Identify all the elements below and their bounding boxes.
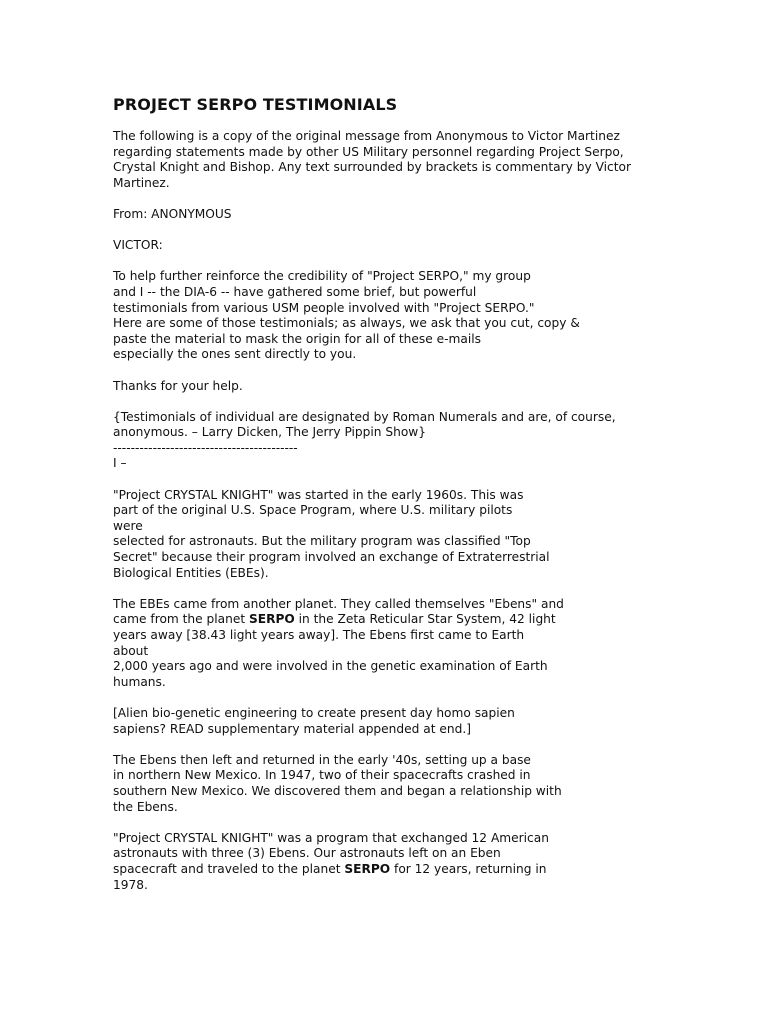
paragraph (113, 753, 613, 815)
text-segment: especially the ones sent directly to you. (113, 347, 357, 362)
text-segment: 1978. (113, 877, 148, 892)
paragraph (113, 488, 613, 582)
text-line (113, 409, 616, 426)
text-segment: Crystal Knight and Bishop. Any text surrounded by brackets is commentary by Victor (113, 160, 631, 175)
paragraph (113, 597, 613, 691)
paragraph (113, 238, 613, 254)
text-line (113, 503, 613, 519)
text-line (113, 238, 613, 254)
text-line (113, 488, 613, 504)
text-segment: in the Zeta Reticular Star System, 42 light (294, 612, 556, 627)
text-line (113, 176, 613, 192)
text-segment: were (113, 518, 143, 533)
text-line (113, 456, 613, 472)
text-segment: the Ebens. (113, 799, 178, 814)
text-line (113, 784, 613, 800)
text-segment: paste the material to mask the origin for all of these e-mails (113, 331, 481, 346)
text-segment: in northern New Mexico. In 1947, two of their spacecrafts crashed in (113, 768, 531, 783)
text-line (113, 347, 613, 363)
document-body (113, 129, 631, 893)
paragraph (113, 129, 631, 191)
paragraph (113, 269, 613, 363)
text-line (113, 519, 613, 535)
paragraph (113, 831, 613, 893)
paragraph (113, 706, 613, 737)
text-segment: From: ANONYMOUS (113, 206, 232, 221)
bold-text: SERPO (344, 861, 391, 876)
text-segment: came from the planet (113, 612, 249, 627)
text-line (113, 753, 613, 769)
document-page (113, 95, 631, 909)
text-segment: Secret" because their program involved an exchange of Extraterrestrial (113, 550, 550, 565)
text-segment: Martinez. (113, 175, 170, 190)
text-segment: astronauts with three (3) Ebens. Our astronauts left on an Eben (113, 846, 501, 861)
text-line (113, 550, 613, 566)
text-line (113, 706, 613, 722)
text-segment: "Project CRYSTAL KNIGHT" was started in the early 1960s. This was (113, 487, 524, 502)
text-line (113, 207, 613, 223)
text-line (113, 722, 613, 738)
document-title: PROJECT SERPO TESTIMONIALS (113, 95, 398, 114)
text-segment: To help further reinforce the credibility of "Project SERPO," my group (113, 269, 531, 284)
text-line (113, 316, 613, 332)
text-line (113, 285, 613, 301)
text-line (113, 597, 613, 613)
text-segment: The following is a copy of the original message from Anonymous to Victor Martinez (113, 129, 620, 143)
text-line (113, 768, 613, 784)
text-line (113, 862, 613, 878)
text-line (113, 612, 613, 628)
text-segment: {Testimonials of individual are designated by Roman Numerals and are, of course, (113, 409, 616, 424)
text-line (113, 301, 613, 317)
text-line (113, 160, 631, 176)
text-segment: spacecraft and traveled to the planet (113, 861, 345, 876)
text-segment: I – (113, 456, 127, 471)
paragraph (113, 207, 613, 223)
text-segment: regarding statements made by other US Military personnel regarding Project Serpo, (113, 144, 624, 159)
paragraph (113, 379, 613, 395)
text-segment: The Ebens then left and returned in the early '40s, setting up a base (113, 752, 531, 767)
text-line (113, 846, 613, 862)
text-line (113, 644, 613, 660)
text-segment: The EBEs came from another planet. They called themselves "Ebens" and (113, 596, 564, 611)
paragraph (113, 409, 616, 472)
text-line (113, 628, 613, 644)
text-line (113, 831, 613, 847)
text-line (113, 129, 620, 145)
text-segment: anonymous. – Larry Dicken, The Jerry Pippin Show} (113, 425, 427, 440)
text-segment: for 12 years, returning in (390, 861, 547, 876)
text-segment: years away [38.43 light years away]. The Ebens first came to Earth (113, 628, 525, 642)
text-line (113, 878, 613, 894)
text-segment: "Project CRYSTAL KNIGHT" was a program that exchanged 12 American (113, 830, 549, 845)
text-segment: Biological Entities (EBEs). (113, 565, 269, 580)
text-segment: sapiens? READ supplementary material appended at end.] (113, 721, 471, 736)
text-line (113, 534, 613, 550)
text-segment: humans. (113, 674, 166, 689)
text-line (113, 441, 613, 457)
text-segment: part of the original U.S. Space Program, where U.S. military pilots (113, 503, 513, 518)
text-segment: [Alien bio-genetic engineering to create present day homo sapien (113, 705, 515, 720)
text-line (113, 269, 613, 285)
text-segment: and I -- the DIA-6 -- have gathered some brief, but powerful (113, 284, 477, 299)
text-line (113, 675, 613, 691)
text-segment: VICTOR: (113, 238, 163, 253)
text-segment: Thanks for your help. (113, 378, 243, 393)
text-segment: about (113, 643, 149, 658)
text-line (113, 332, 613, 348)
text-line (113, 659, 613, 675)
text-segment: 2,000 years ago and were involved in the genetic examination of Earth (113, 659, 548, 674)
text-segment: selected for astronauts. But the military program was classified "Top (113, 534, 531, 549)
text-line (113, 425, 613, 441)
text-line (113, 800, 613, 816)
text-segment: ------------------------------------------ (113, 440, 298, 455)
text-segment: Here are some of those testimonials; as always, we ask that you cut, copy & (113, 316, 580, 331)
text-segment: southern New Mexico. We discovered them and began a relationship with (113, 783, 562, 798)
text-line (113, 566, 613, 582)
text-line (113, 379, 613, 395)
text-line (113, 144, 624, 161)
text-segment: testimonials from various USM people involved with "Project SERPO." (113, 300, 535, 315)
bold-text: SERPO (249, 612, 295, 627)
